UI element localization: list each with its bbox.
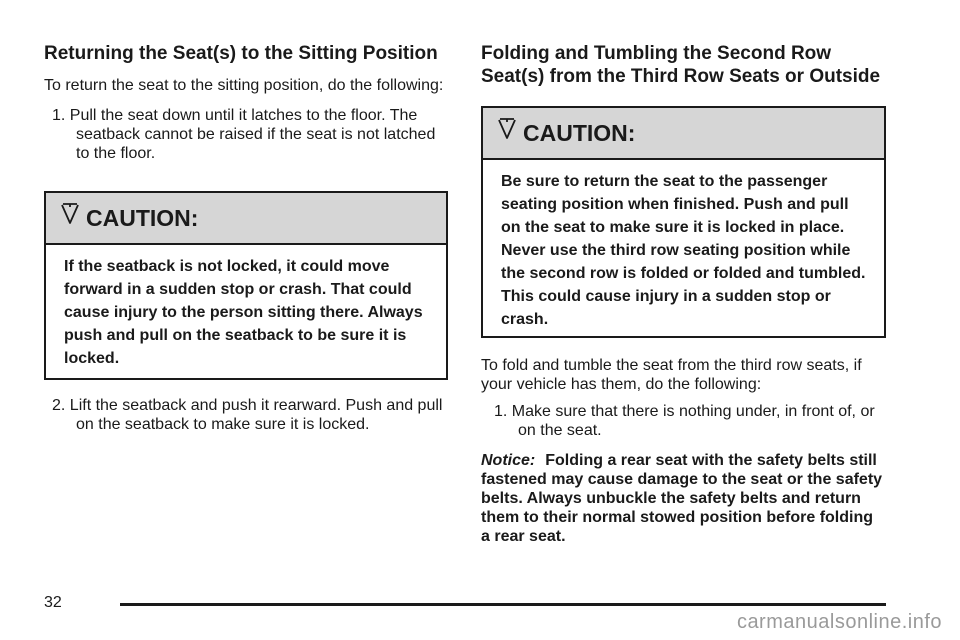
section-heading-returning-seats: Returning the Seat(s) to the Sitting Position (44, 43, 438, 64)
watermark: carmanualsonline.info (736, 611, 942, 633)
caution-body-2: Be sure to return the seat to the passenger seating position when finished. Push and pull on the seat to make sure it is locked in place. Never use the third row seating position while the second row is folded or folded and tumbled. This could cause injury in a sudden stop or crash. (501, 173, 866, 328)
caution-bracket-icon (60, 203, 80, 225)
caution-title-2: CAUTION: (523, 119, 636, 146)
page-number: 32 (44, 594, 62, 611)
caution-header (46, 193, 446, 245)
caution-title: CAUTION: (86, 204, 199, 231)
step-2-lift-seatback: 2. Lift the seatback and push it rearward. Push and pull on the seatback to make sure it is locked. (52, 397, 443, 433)
left-column (44, 42, 448, 434)
right-column (481, 42, 886, 546)
caution-box-2 (481, 106, 886, 338)
caution-box (44, 191, 448, 380)
notice-label: Notice: (481, 452, 536, 469)
notice-text: Folding a rear seat with the safety belts still fastened may cause damage to the seat or the safety belts. Always unbuckle the safety belts and return them to their normal stowed position before folding a rear seat. (481, 452, 883, 545)
section-heading-folding-tumbling: Folding and Tumbling the Second Row Seat(s) from the Third Row Seats or Outside (481, 43, 881, 87)
notice-paragraph (481, 451, 886, 546)
caution-body: If the seatback is not locked, it could move forward in a sudden stop or crash. That could cause injury to the person sitting there. Always push and pull on the seatback to be sure it is locked. (64, 258, 423, 367)
caution-bracket-icon (497, 118, 517, 140)
caution-header-2 (483, 108, 884, 160)
step-1-check-seat: 1. Make sure that there is nothing under, in front of, or on the seat. (494, 403, 875, 439)
footer-rule (120, 603, 886, 606)
fold-intro-paragraph: To fold and tumble the seat from the third row seats, if your vehicle has them, do the following: (481, 357, 862, 393)
step-1-pull-seat: 1. Pull the seat down until it latches to the floor. The seatback cannot be raised if the seat is not latched to the floor. (52, 107, 436, 162)
intro-paragraph: To return the seat to the sitting position, do the following: (44, 77, 444, 94)
